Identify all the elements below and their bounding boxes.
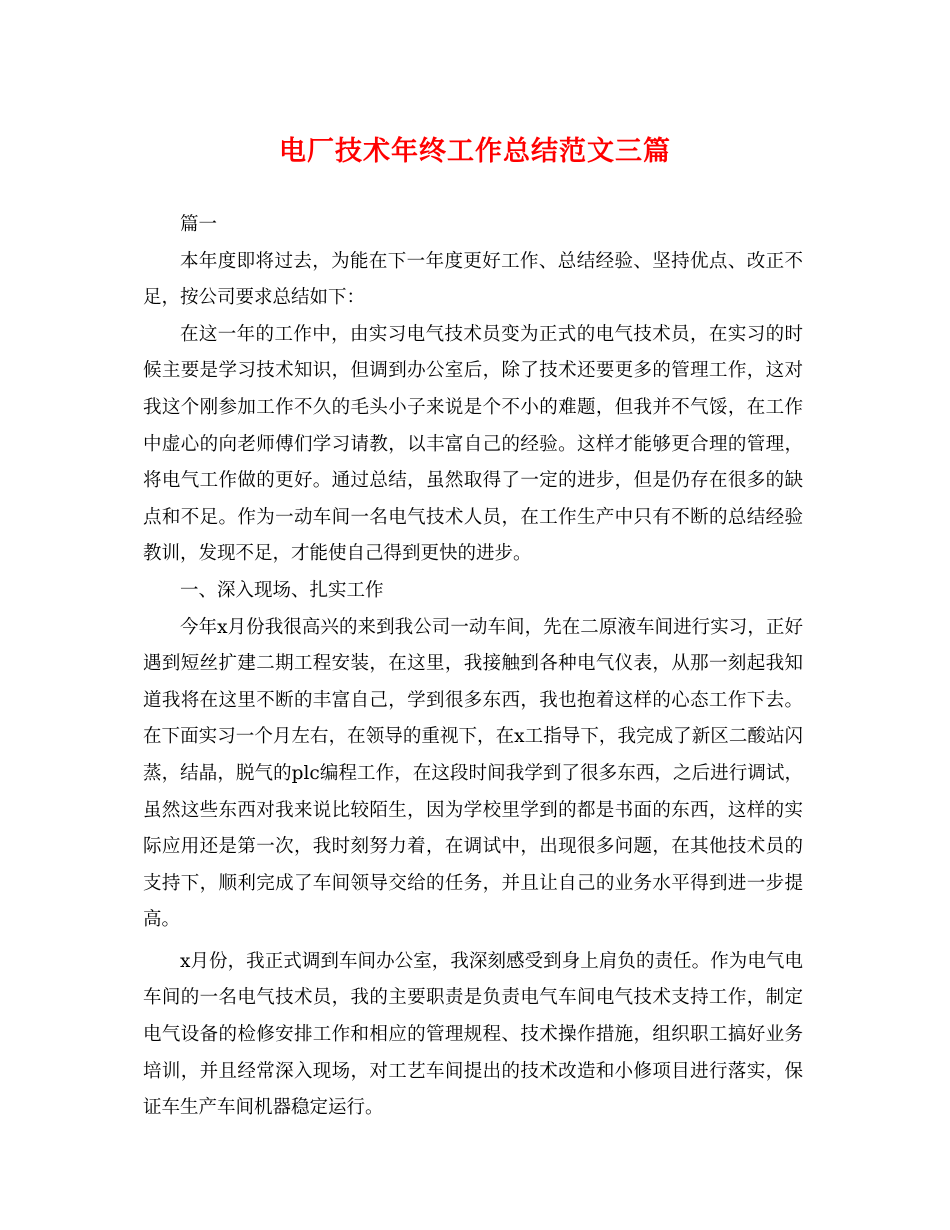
body-paragraph: 今年x月份我很高兴的来到我公司一动车间，先在二原液车间进行实习，正好遇到短丝扩建二期工程安装，在这里，我接触到各种电气仪表，从那一刻起我知道我将在这里不断的丰富自己，学到很多东西，我也抱着这样的心态工作下去。在下面实习一个月左右，在领导的重视下，在x工指导下，我完成了新区二酸站闪蒸，结晶，脱气的plc编程工作，在这段时间我学到了很多东西，之后进行调试，虽然这些东西对我来说比较陌生，因为学校里学到的都是书面的东西，这样的实际应用还是第一次，我时刻努力着，在调试中，出现很多问题，在其他技术员的支持下，顺利完成了车间领导交给的任务，并且让自己的业务水平得到进一步提高。 [143,616,803,931]
document-body [143,207,803,1127]
body-paragraph: 在这一年的工作中，由实习电气技术员变为正式的电气技术员，在实习的时候主要是学习技术知识，但调到办公室后，除了技术还要更多的管理工作，这对我这个刚参加工作不久的毛头小子来说是个不小的难题，但我并不气馁，在工作中虚心的向老师傅们学习请教，以丰富自己的经验。这样才能够更合理的管理，将电气工作做的更好。通过总结，虽然取得了一定的进步，但是仍存在很多的缺点和不足。作为一动车间一名电气技术人员，在工作生产中只有不断的总结经验教训，发现不足，才能使自己得到更快的进步。 [143,323,803,565]
document-title: 电厂技术年终工作总结范文三篇 [279,136,671,167]
subsection-heading: 一、深入现场、扎实工作 [180,579,384,601]
intro-paragraph: 本年度即将过去，为能在下一年度更好工作、总结经验、坚持优点、改正不足，按公司要求总结如下： [143,250,803,309]
body-paragraph: x月份，我正式调到车间办公室，我深刻感受到身上肩负的责任。作为电气电车间的一名电气技术员，我的主要职责是负责电气车间电气技术支持工作，制定电气设备的检修安排工作和相应的管理规程、技术操作措施，组织职工搞好业务培训，并且经常深入现场，对工艺车间提出的技术改造和小修项目进行落实，保证车生产车间机器稳定运行。 [143,950,803,1119]
section-heading-part-one: 篇一 [180,214,218,235]
